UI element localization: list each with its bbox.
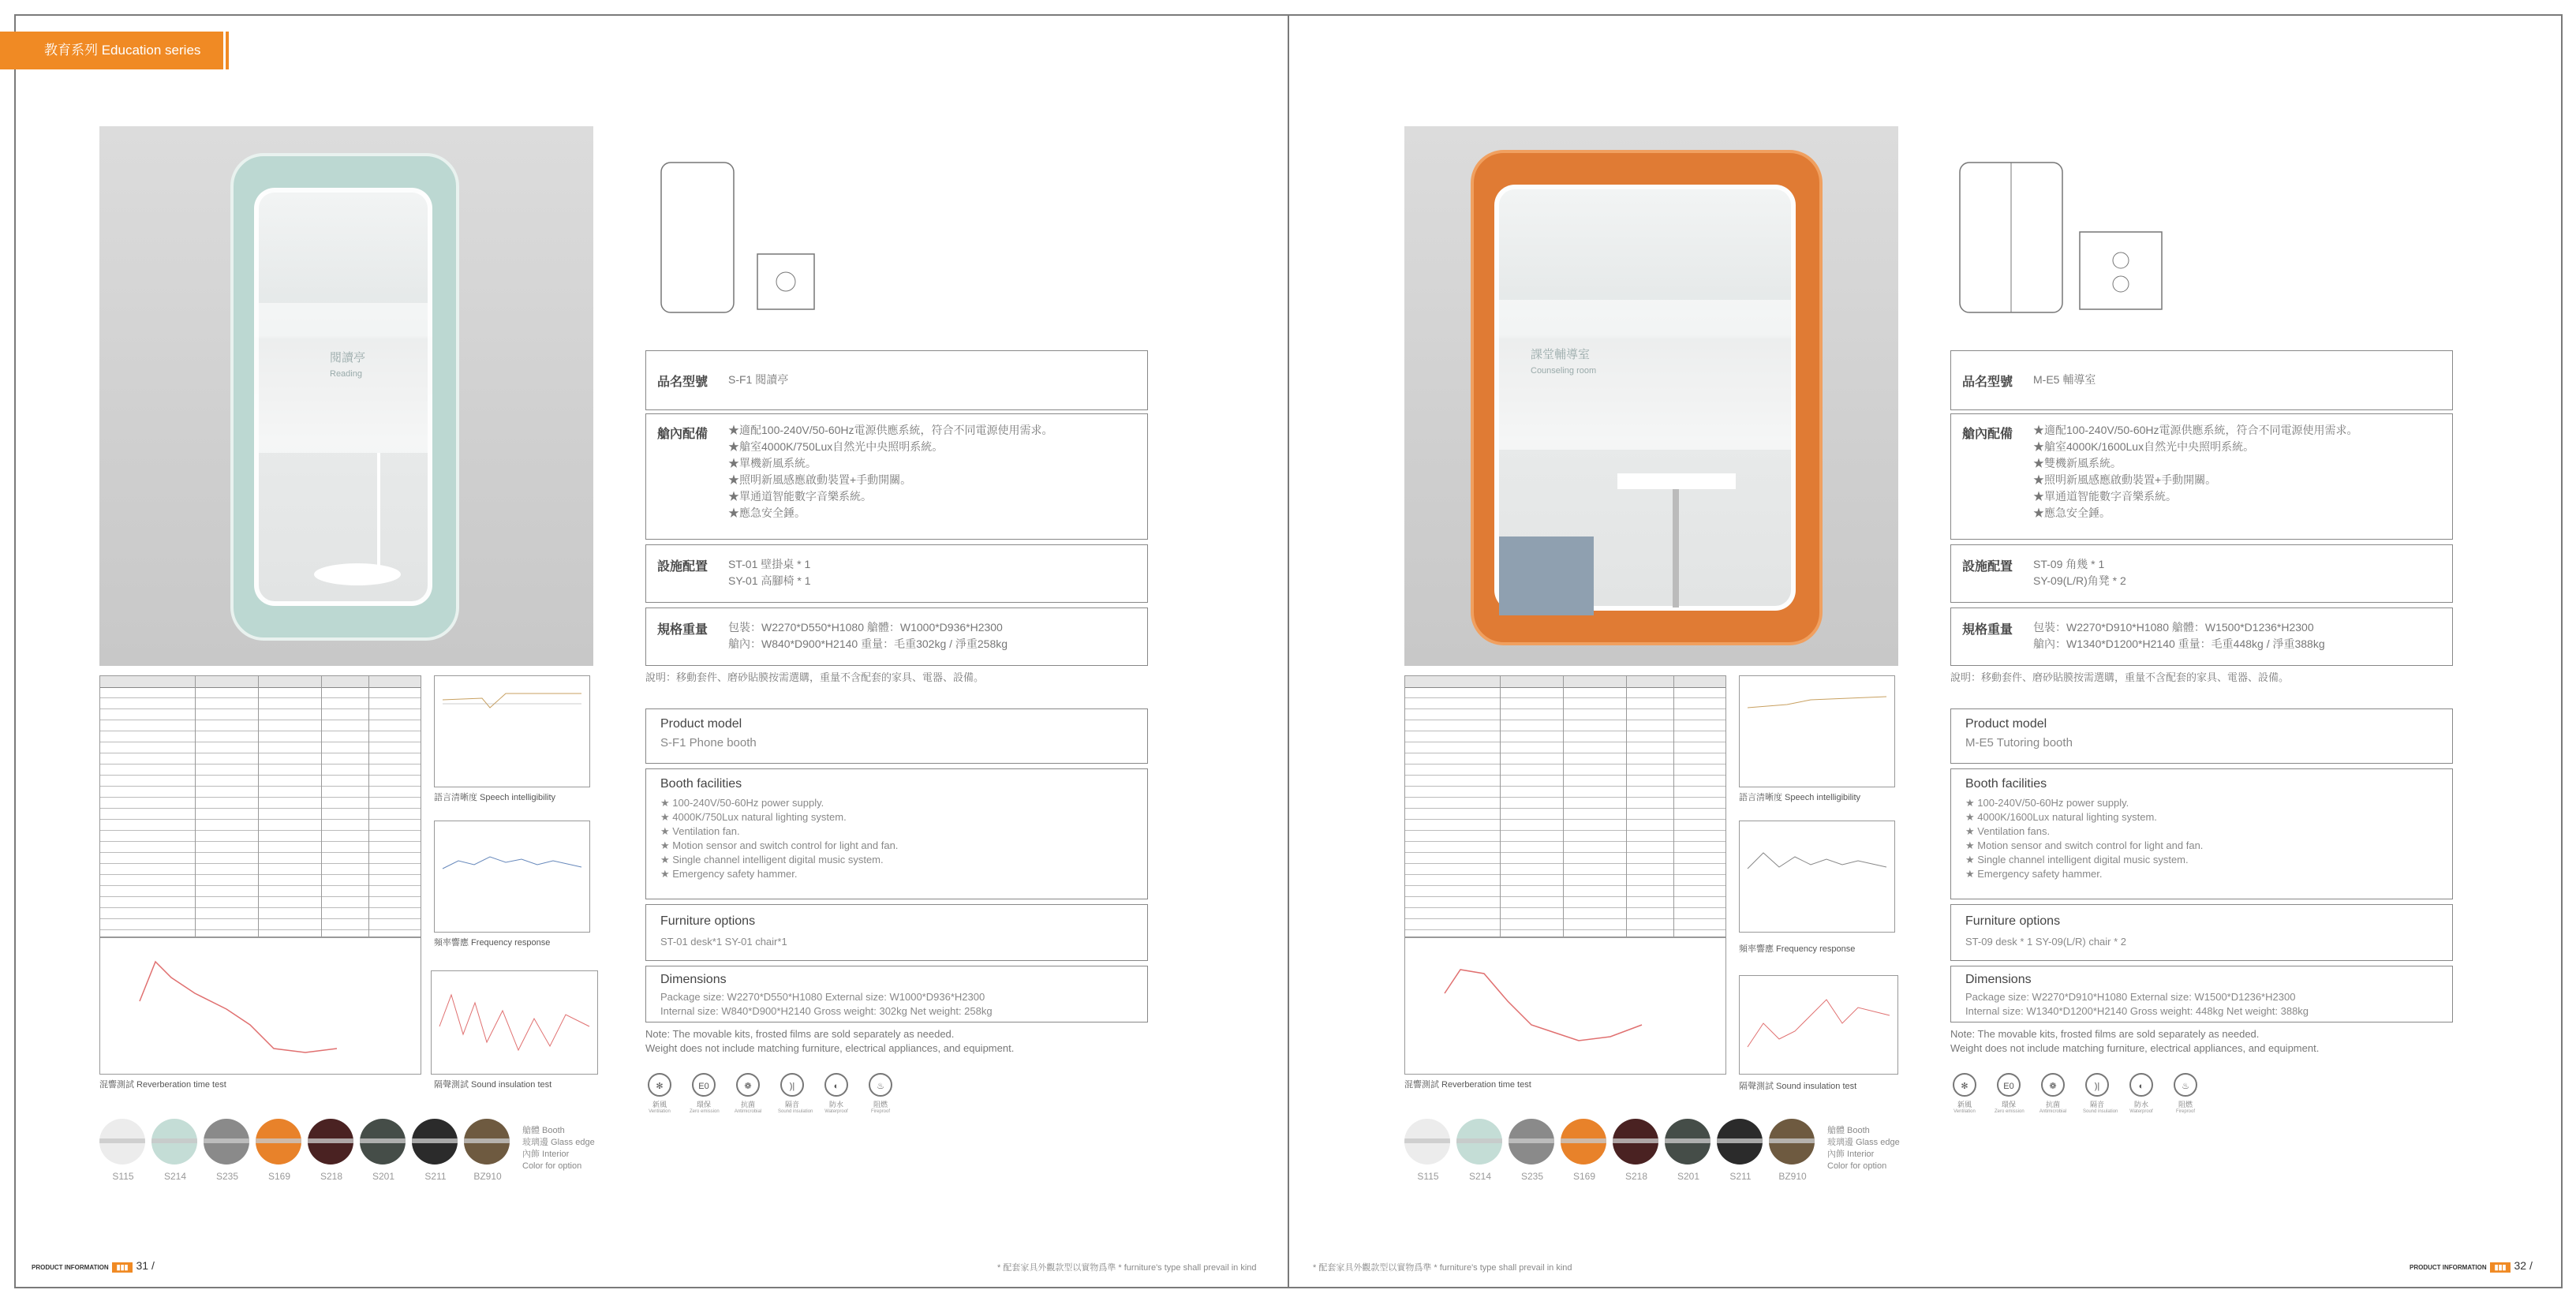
booth-body <box>230 153 459 641</box>
en-facilities-box <box>645 768 1148 899</box>
config-line: ★單機新風系統。 <box>728 457 817 469</box>
frequency-curve <box>435 821 589 932</box>
sound-caption: 隔聲測試 Sound insulation test <box>434 1080 552 1090</box>
swatch-disc <box>1509 1119 1554 1165</box>
config-line: ★艙室4000K/750Lux自然光中央照明系統。 <box>728 440 944 453</box>
facility-line: SY-01 高腳椅 * 1 <box>728 574 811 587</box>
en-dimensions-box <box>1950 966 2453 1022</box>
swatch-code: BZ910 <box>473 1171 502 1182</box>
swatch-code: S115 <box>112 1171 134 1182</box>
e0-icon <box>1995 1073 2023 1114</box>
icon-label-cn: 環保 <box>696 1101 711 1108</box>
icon-circle: ✻ <box>648 1073 671 1097</box>
table-column-line <box>195 676 196 936</box>
legend-line: 艙體 Booth <box>1827 1126 1870 1135</box>
swatch-disc <box>99 1119 145 1165</box>
swatch <box>256 1119 303 1182</box>
swatch-disc <box>464 1119 510 1165</box>
config-line: ★單通道智能數字音樂系統。 <box>2033 490 2177 503</box>
speech-curve <box>435 676 589 787</box>
cn-note: 說明：移動套件、磨砂貼膜按需選購，重量不含配套的家具、電器、設備。 <box>1950 671 2290 683</box>
spec-weight-box <box>645 608 1148 666</box>
reverb-curve <box>1405 938 1725 1074</box>
weight-line: 艙內：W1340*D1200*H2140 重量：毛重448kg / 淨重388kg <box>2033 637 2325 650</box>
en-note-line: Note: The movable kits, frosted films are sold separately as needed. <box>645 1028 955 1040</box>
model-value: S-F1 閱讀亭 <box>728 373 789 386</box>
facility-line: ST-01 壁掛桌 * 1 <box>728 558 811 570</box>
en-facilities-title: Booth facilities <box>660 777 742 791</box>
swatch-disc <box>204 1119 249 1165</box>
config-line: ★適配100-240V/50-60Hz電源供應系統，符合不同電源使用需求。 <box>728 424 1053 436</box>
swatch-code: S235 <box>1520 1171 1544 1182</box>
icon-circle: ♨ <box>869 1073 892 1097</box>
icon-label-en: Ventilation <box>1953 1109 1976 1114</box>
en-furniture-box <box>645 904 1148 961</box>
frequency-caption: 頻率響應 Frequency response <box>1739 944 1856 954</box>
icon-label-cn: 防水 <box>2133 1101 2148 1108</box>
config-line: ★應急安全錘。 <box>728 507 806 519</box>
swatch <box>204 1119 251 1182</box>
model-label: 品名型號 <box>1962 376 2013 389</box>
sound-insulation-icon <box>2083 1073 2118 1114</box>
en-facilities-box <box>1950 768 2453 899</box>
facility-label: 設施配置 <box>1962 560 2013 574</box>
booth-sign-en: Reading <box>330 369 362 379</box>
en-furniture-title: Furniture options <box>1965 914 2061 928</box>
config-line: ★照明新風感應啟動裝置+手動開關。 <box>2033 473 2217 486</box>
icon-circle: ❁ <box>736 1073 760 1097</box>
footer-note: * 配套家具外觀款型以實物爲準 * furniture's type shall prevail in kind <box>997 1263 1257 1273</box>
config-label: 艙內配備 <box>657 428 708 441</box>
icon-label-cn: 新風 <box>1957 1101 1972 1108</box>
footer-brand: PRODUCT INFORMATION <box>2410 1264 2487 1271</box>
icon-circle: ◐ <box>2129 1073 2153 1097</box>
table-column-line <box>368 676 369 936</box>
swatch <box>1613 1119 1660 1182</box>
weight-label: 規格重量 <box>657 623 708 637</box>
booth-drawing <box>1946 158 2167 331</box>
icon-circle: ◐ <box>824 1073 848 1097</box>
en-facility-item: ★ Emergency safety hammer. <box>660 868 798 880</box>
swatch <box>1769 1119 1816 1182</box>
facility-label: 設施配置 <box>657 560 708 574</box>
table-column-line <box>1626 676 1627 936</box>
reverb-caption: 混響測試 Reverberation time test <box>99 1080 226 1090</box>
en-dimension-line: Package size: W2270*D550*H1080 External size: W1000*D936*H2300 <box>660 991 985 1003</box>
sound-caption: 隔聲測試 Sound insulation test <box>1739 1082 1857 1091</box>
swatch-disc <box>1404 1119 1450 1165</box>
spec-model-box <box>645 350 1148 410</box>
en-dimension-line: Internal size: W1340*D1200*H2140 Gross weight: 448kg Net weight: 388kg <box>1965 1005 2309 1017</box>
config-line: ★照明新風感應啟動裝置+手動開關。 <box>728 473 912 486</box>
en-facility-item: ★ Motion sensor and switch control for light and fan. <box>660 839 899 851</box>
booth-photo <box>99 126 593 666</box>
speech-intelligibility-chart <box>1739 675 1895 787</box>
swatch-code: S211 <box>424 1171 447 1182</box>
config-list <box>728 422 1053 522</box>
weight-line: 艙內：W840*D900*H2140 重量：毛重302kg / 淨重258kg <box>728 637 1008 650</box>
page-right <box>1289 0 2576 1301</box>
en-facility-item: ★ Single channel intelligent digital music system. <box>1965 854 2189 865</box>
booth-sign <box>1531 347 1596 379</box>
booth-glass-door <box>254 188 432 606</box>
legend-line: 內飾 Interior <box>1827 1150 1875 1159</box>
icon-label-en: Fireproof <box>870 1109 890 1114</box>
icon-label-cn: 隔音 <box>784 1101 799 1108</box>
weight-line: 包裝：W2270*D550*H1080 艙體：W1000*D936*H2300 <box>728 621 1003 634</box>
en-model-title: Product model <box>1965 717 2047 731</box>
swatch-code: S235 <box>215 1171 239 1182</box>
reverberation-chart <box>1404 937 1726 1075</box>
speech-caption: 語言清晰度 Speech intelligibility <box>434 793 556 802</box>
icon-label-en: Waterproof <box>824 1109 848 1114</box>
fireproof-icon <box>866 1073 895 1114</box>
facility-line: SY-09(L/R)角凳 * 2 <box>2033 574 2126 587</box>
swatch-code: S214 <box>1468 1171 1492 1182</box>
footer-note: * 配套家具外觀款型以實物爲準 * furniture's type shall prevail in kind <box>1313 1263 1572 1273</box>
config-line: ★雙機新風系統。 <box>2033 457 2122 469</box>
swatch <box>1561 1119 1608 1182</box>
swatch <box>1404 1119 1452 1182</box>
cn-note: 說明：移動套件、磨砂貼膜按需選購，重量不含配套的家具、電器、設備。 <box>645 671 985 683</box>
en-facility-item: ★ Motion sensor and switch control for light and fan. <box>1965 839 2204 851</box>
en-dimensions-list <box>660 990 993 1019</box>
en-note <box>645 1027 1014 1056</box>
icon-label-en: Ventilation <box>649 1109 671 1114</box>
en-facilities-title: Booth facilities <box>1965 777 2047 791</box>
icon-label-en: Zero emission <box>1995 1109 2025 1114</box>
en-dimension-line: Internal size: W840*D900*H2140 Gross weight: 302kg Net weight: 258kg <box>660 1005 993 1017</box>
icon-circle: )| <box>780 1073 804 1097</box>
icon-label-cn: 抗菌 <box>2045 1101 2060 1108</box>
legend-line: 玻璃邊 Glass edge <box>522 1138 595 1147</box>
en-model-value: S-F1 Phone booth <box>660 736 757 750</box>
icon-circle: ✻ <box>1953 1073 1976 1097</box>
facility-line: ST-09 角幾 * 1 <box>2033 558 2105 570</box>
swatch <box>151 1119 199 1182</box>
booth-sign <box>330 350 365 382</box>
icon-label-en: Antimicrobial <box>734 1109 762 1114</box>
feature-icons <box>645 1073 906 1120</box>
weight-label: 規格重量 <box>1962 623 2013 637</box>
color-swatches <box>99 1119 604 1182</box>
speech-intelligibility-chart <box>434 675 590 787</box>
en-furniture-value: ST-09 desk * 1 SY-09(L/R) chair * 2 <box>1965 936 2127 948</box>
table-header <box>100 676 421 688</box>
swatch-disc <box>1769 1119 1815 1165</box>
waterproof-icon <box>2127 1073 2155 1114</box>
icon-label-en: Sound insulation <box>2083 1109 2118 1114</box>
acoustic-data-table <box>99 675 421 937</box>
acoustic-data-table <box>1404 675 1726 937</box>
table <box>1617 473 1736 489</box>
swatch-code: S218 <box>1624 1171 1648 1182</box>
config-list <box>2033 422 2358 522</box>
en-dimensions-list <box>1965 990 2309 1019</box>
antibacterial-icon <box>2039 1073 2067 1114</box>
swatch-code: S201 <box>372 1171 395 1182</box>
model-value: M-E5 輔導室 <box>2033 373 2096 386</box>
floor-mat <box>314 563 401 585</box>
swatch-code: S169 <box>1572 1171 1596 1182</box>
stool <box>377 453 412 571</box>
icon-circle: ❁ <box>2041 1073 2065 1097</box>
legend-line: Color for option <box>1827 1161 1887 1171</box>
page-number: 32 / <box>2514 1259 2533 1272</box>
frequency-response-chart <box>434 821 590 933</box>
page-number: 31 / <box>136 1259 155 1272</box>
swatch <box>1509 1119 1556 1182</box>
speech-caption: 語言清晰度 Speech intelligibility <box>1739 793 1861 802</box>
sound-curve <box>1740 976 1897 1074</box>
spec-facility-box <box>1950 544 2453 603</box>
sound-insulation-chart <box>431 970 598 1075</box>
icon-circle: )| <box>2085 1073 2109 1097</box>
table-column-line <box>321 676 322 936</box>
table-leg <box>1673 489 1679 608</box>
page-footer <box>32 1259 155 1273</box>
swatch-disc <box>308 1119 353 1165</box>
en-dimensions-title: Dimensions <box>1965 973 2032 986</box>
waterproof-icon <box>822 1073 851 1114</box>
en-facility-item: ★ Single channel intelligent digital music system. <box>660 854 884 865</box>
footer-badge: ▮▮▮ <box>112 1262 133 1273</box>
swatch <box>412 1119 459 1182</box>
icon-circle: ♨ <box>2174 1073 2197 1097</box>
en-model-box <box>1950 708 2453 764</box>
icon-label-cn: 隔音 <box>2089 1101 2104 1108</box>
booth-sign-cn: 課堂輔導室 <box>1531 348 1591 361</box>
icon-label-en: Zero emission <box>690 1109 720 1114</box>
facility-list <box>728 556 811 589</box>
sound-insulation-chart <box>1739 975 1898 1075</box>
en-facilities-list <box>660 796 898 881</box>
en-dimension-line: Package size: W2270*D910*H1080 External size: W1500*D1236*H2300 <box>1965 991 2296 1003</box>
speech-curve <box>1740 676 1894 787</box>
icon-label-cn: 防水 <box>828 1101 843 1108</box>
icon-label-cn: 新風 <box>652 1101 667 1108</box>
reverb-curve <box>100 938 421 1074</box>
swatch <box>360 1119 407 1182</box>
booth-drawing-svg <box>1946 158 2182 331</box>
en-note-line: Note: The movable kits, frosted films are sold separately as needed. <box>1950 1028 2260 1040</box>
fan-icon <box>645 1073 674 1114</box>
config-line: ★適配100-240V/50-60Hz電源供應系統，符合不同電源使用需求。 <box>2033 424 2358 436</box>
reverb-caption: 混響測試 Reverberation time test <box>1404 1080 1531 1090</box>
icon-label-cn: 抗菌 <box>740 1101 755 1108</box>
en-model-value: M-E5 Tutoring booth <box>1965 736 2073 750</box>
spec-facility-box <box>645 544 1148 603</box>
swatch-disc <box>1456 1119 1502 1165</box>
e0-icon <box>690 1073 718 1114</box>
en-dimensions-box <box>645 966 1148 1022</box>
swatch <box>1665 1119 1712 1182</box>
frequency-curve <box>1740 821 1894 932</box>
swatch-disc <box>412 1119 458 1165</box>
en-furniture-title: Furniture options <box>660 914 756 928</box>
model-label: 品名型號 <box>657 376 708 389</box>
en-note-line: Weight does not include matching furniture, electrical appliances, and equipment. <box>1950 1042 2320 1054</box>
en-furniture-value: ST-01 desk*1 SY-01 chair*1 <box>660 936 787 948</box>
icon-label-en: Fireproof <box>2175 1109 2195 1114</box>
swatch <box>308 1119 355 1182</box>
weight-list <box>2033 619 2325 652</box>
en-facility-item: ★ 4000K/1600Lux natural lighting system. <box>1965 811 2157 823</box>
en-model-box <box>645 708 1148 764</box>
legend-line: 玻璃邊 Glass edge <box>1827 1138 1900 1147</box>
config-line: ★單通道智能數字音樂系統。 <box>728 490 872 503</box>
swatch-disc <box>360 1119 406 1165</box>
booth-photo <box>1404 126 1898 666</box>
config-line: ★應急安全錘。 <box>2033 507 2111 519</box>
fireproof-icon <box>2171 1073 2200 1114</box>
en-facilities-list <box>1965 796 2203 881</box>
table-column-line <box>1673 676 1674 936</box>
swatch-code: S214 <box>163 1171 187 1182</box>
en-facility-item: ★ Ventilation fans. <box>1965 825 2051 837</box>
table-header <box>1405 676 1725 688</box>
antibacterial-icon <box>734 1073 762 1114</box>
weight-list <box>728 619 1008 652</box>
legend-line: 內飾 Interior <box>522 1150 570 1159</box>
frequency-response-chart <box>1739 821 1895 933</box>
spec-config-box <box>645 413 1148 540</box>
page-footer <box>2410 1259 2533 1273</box>
swatch <box>1717 1119 1764 1182</box>
en-furniture-box <box>1950 904 2453 961</box>
color-swatches <box>1404 1119 1909 1182</box>
en-dimensions-title: Dimensions <box>660 973 727 986</box>
swatch <box>1456 1119 1504 1182</box>
swatch-code: S211 <box>1729 1171 1752 1182</box>
swatch-disc <box>1665 1119 1710 1165</box>
legend-line: 艙體 Booth <box>522 1126 565 1135</box>
footer-badge: ▮▮▮ <box>2490 1262 2511 1273</box>
icon-circle: E0 <box>692 1073 716 1097</box>
swatch-disc <box>1613 1119 1658 1165</box>
table-column-line <box>1500 676 1501 936</box>
weight-line: 包裝：W2270*D910*H1080 艙體：W1500*D1236*H2300 <box>2033 621 2314 634</box>
icon-circle: E0 <box>1997 1073 2021 1097</box>
icon-label-en: Sound insulation <box>778 1109 813 1114</box>
feature-icons <box>1950 1073 2211 1120</box>
en-facility-item: ★ Emergency safety hammer. <box>1965 868 2103 880</box>
series-tab: 教育系列 Education series <box>0 32 229 69</box>
swatch-code: BZ910 <box>1778 1171 1807 1182</box>
icon-label-en: Antimicrobial <box>2039 1109 2067 1114</box>
side-bench <box>1499 536 1594 615</box>
swatch-code: S201 <box>1677 1171 1700 1182</box>
swatch <box>464 1119 511 1182</box>
swatch-disc <box>1717 1119 1763 1165</box>
en-facility-item: ★ Ventilation fan. <box>660 825 740 837</box>
booth-drawing-svg <box>647 158 868 331</box>
icon-label-cn: 阻燃 <box>2178 1101 2193 1108</box>
en-note <box>1950 1027 2319 1056</box>
en-facility-item: ★ 100-240V/50-60Hz power supply. <box>1965 797 2129 809</box>
en-note-line: Weight does not include matching furniture, electrical appliances, and equipment. <box>645 1042 1015 1054</box>
swatch-code: S169 <box>267 1171 291 1182</box>
table-column-line <box>1563 676 1564 936</box>
facility-list <box>2033 556 2126 589</box>
spec-config-box <box>1950 413 2453 540</box>
footer-brand: PRODUCT INFORMATION <box>32 1264 109 1271</box>
icon-label-cn: 阻燃 <box>873 1101 888 1108</box>
swatch-code: S115 <box>1417 1171 1439 1182</box>
config-label: 艙內配備 <box>1962 428 2013 441</box>
swatch-legend <box>522 1125 595 1172</box>
swatch-legend <box>1827 1125 1900 1172</box>
sound-curve <box>432 971 597 1074</box>
en-facility-item: ★ 4000K/750Lux natural lighting system. <box>660 811 847 823</box>
swatch-code: S218 <box>320 1171 343 1182</box>
sound-insulation-icon <box>778 1073 813 1114</box>
booth-sign-cn: 閱讀亭 <box>330 351 366 365</box>
config-line: ★艙室4000K/1600Lux自然光中央照明系統。 <box>2033 440 2255 453</box>
legend-line: Color for option <box>522 1161 582 1171</box>
booth-body <box>1471 150 1823 645</box>
spec-weight-box <box>1950 608 2453 666</box>
booth-sign-en: Counseling room <box>1531 366 1597 376</box>
icon-label-cn: 環保 <box>2001 1101 2016 1108</box>
swatch-disc <box>256 1119 301 1165</box>
frequency-caption: 頻率響應 Frequency response <box>434 938 551 948</box>
booth-drawing <box>647 158 868 331</box>
fan-icon <box>1950 1073 1979 1114</box>
swatch <box>99 1119 147 1182</box>
swatch-disc <box>151 1119 197 1165</box>
reverberation-chart <box>99 937 421 1075</box>
swatch-disc <box>1561 1119 1606 1165</box>
table-column-line <box>258 676 259 936</box>
booth-glass-door <box>1494 185 1796 611</box>
en-facility-item: ★ 100-240V/50-60Hz power supply. <box>660 797 824 809</box>
icon-label-en: Waterproof <box>2129 1109 2153 1114</box>
spec-model-box <box>1950 350 2453 410</box>
en-model-title: Product model <box>660 717 742 731</box>
